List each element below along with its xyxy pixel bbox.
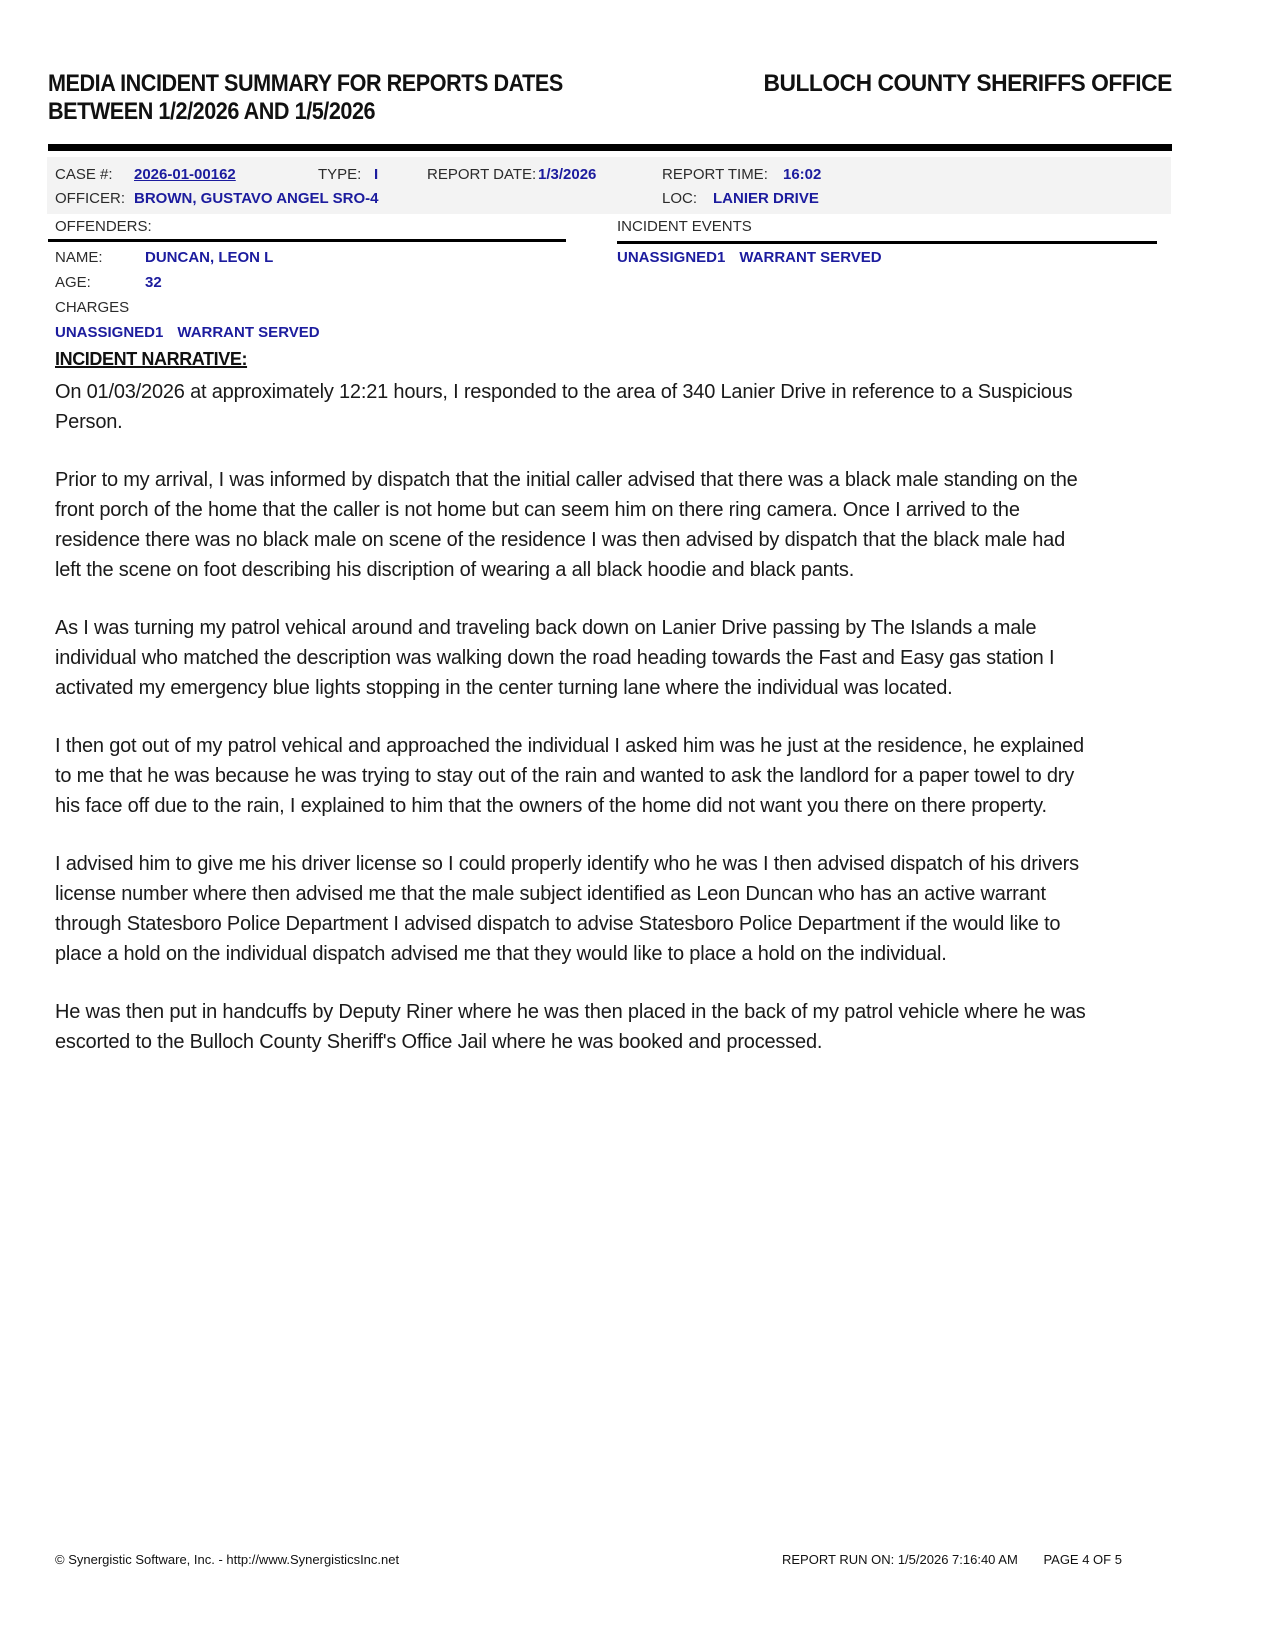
case-number-value[interactable]: 2026-01-00162 <box>134 166 236 183</box>
case-summary-panel <box>47 157 1171 214</box>
incident-event-description: WARRANT SERVED <box>739 249 882 266</box>
report-title-line2: BETWEEN 1/2/2026 AND 1/5/2026 <box>48 98 376 125</box>
narrative-heading: INCIDENT NARRATIVE: <box>55 349 248 369</box>
report-title <box>48 70 563 126</box>
charge-description: WARRANT SERVED <box>177 324 320 341</box>
offenders-section-label: OFFENDERS: <box>55 218 152 235</box>
agency-name: BULLOCH COUNTY SHERIFFS OFFICE <box>763 70 1172 97</box>
charge-item <box>55 324 320 341</box>
location-label: LOC: <box>662 190 698 207</box>
case-number-link[interactable] <box>134 166 236 183</box>
narrative-paragraph: I then got out of my patrol vehical and approached the individual I asked him was he just at the residence, he explained to me that he was because he was trying to stay out of the rain and wanted to ask the landlord for a paper towel to dry his face off due to the rain, I explained to him that the owners of the home did not want you there on there property. <box>55 735 1084 817</box>
offender-age-value: 32 <box>145 274 162 291</box>
location-value: LANIER DRIVE <box>713 190 819 207</box>
header-divider <box>48 144 1172 151</box>
narrative-paragraph: Prior to my arrival, I was informed by dispatch that the initial caller advised that there was a black male standing on the front porch of the home that the caller is not home but can seem him on there ring camera. Once I arrived to the residence there was no black male on scene of the residence I was then advised by dispatch that the black male had left the scene on foot describing his discription of wearing a all black hoodie and black pants. <box>55 469 1078 581</box>
report-date-value: 1/3/2026 <box>538 166 597 183</box>
narrative-paragraph: He was then put in handcuffs by Deputy Riner where he was then placed in the back of my patrol vehicle where he was escorted to the Bulloch County Sheriff's Office Jail where he was booked and processed. <box>55 1001 1086 1053</box>
offender-name-label: NAME: <box>55 249 103 266</box>
footer-copyright: © Synergistic Software, Inc. - http://www.SynergisticsInc.net <box>55 1552 400 1567</box>
narrative-paragraph: As I was turning my patrol vehical around and traveling back down on Lanier Drive passing by The Islands a male individual who matched the description was walking down the road heading towards the Fast and Easy gas station I activated my emergency blue lights stopping in the center turning lane where the individual was located. <box>55 617 1055 699</box>
report-run-value: 1/5/2026 7:16:40 AM <box>897 1552 1018 1567</box>
report-date-label: REPORT DATE: <box>427 166 537 183</box>
charge-code: UNASSIGNED1 <box>55 324 164 341</box>
officer-name: BROWN, GUSTAVO ANGEL SRO-4 <box>134 190 379 207</box>
narrative-paragraph: I advised him to give me his driver license so I could properly identify who he was I then advised dispatch of his drivers license number where then advised me that the male subject identified as Leon Duncan who has an active warrant through Statesboro Police Department I advised dispatch to advise Statesboro Police Department if the would like to place a hold on the individual dispatch advised me that they would like to place a hold on the individual. <box>55 853 1079 965</box>
report-run-label: REPORT RUN ON: <box>782 1552 895 1567</box>
incident-event-item <box>617 249 882 266</box>
offender-name-value: DUNCAN, LEON L <box>145 249 274 266</box>
offenders-events-section <box>47 218 1171 348</box>
incident-events-divider <box>617 241 1157 244</box>
offenders-divider <box>48 239 566 242</box>
offender-age-label: AGE: <box>55 274 91 291</box>
charges-label: CHARGES <box>55 299 130 316</box>
report-time-value: 16:02 <box>783 166 822 183</box>
footer-run-info <box>782 1552 1122 1567</box>
type-value: I <box>374 166 379 183</box>
narrative-paragraph: On 01/03/2026 at approximately 12:21 hours, I responded to the area of 340 Lanier Drive in reference to a Suspicious Person. <box>55 381 1073 433</box>
report-title-line1: MEDIA INCIDENT SUMMARY FOR REPORTS DATES <box>48 70 563 97</box>
incident-event-code: UNASSIGNED1 <box>617 249 726 266</box>
officer-label: OFFICER: <box>55 190 125 207</box>
incident-narrative <box>55 349 1087 1085</box>
page-number: PAGE 4 OF 5 <box>1043 1552 1122 1567</box>
type-label: TYPE: <box>318 166 362 183</box>
case-number-label: CASE #: <box>55 166 113 183</box>
report-time-label: REPORT TIME: <box>662 166 768 183</box>
incident-events-section-label: INCIDENT EVENTS <box>617 218 752 235</box>
